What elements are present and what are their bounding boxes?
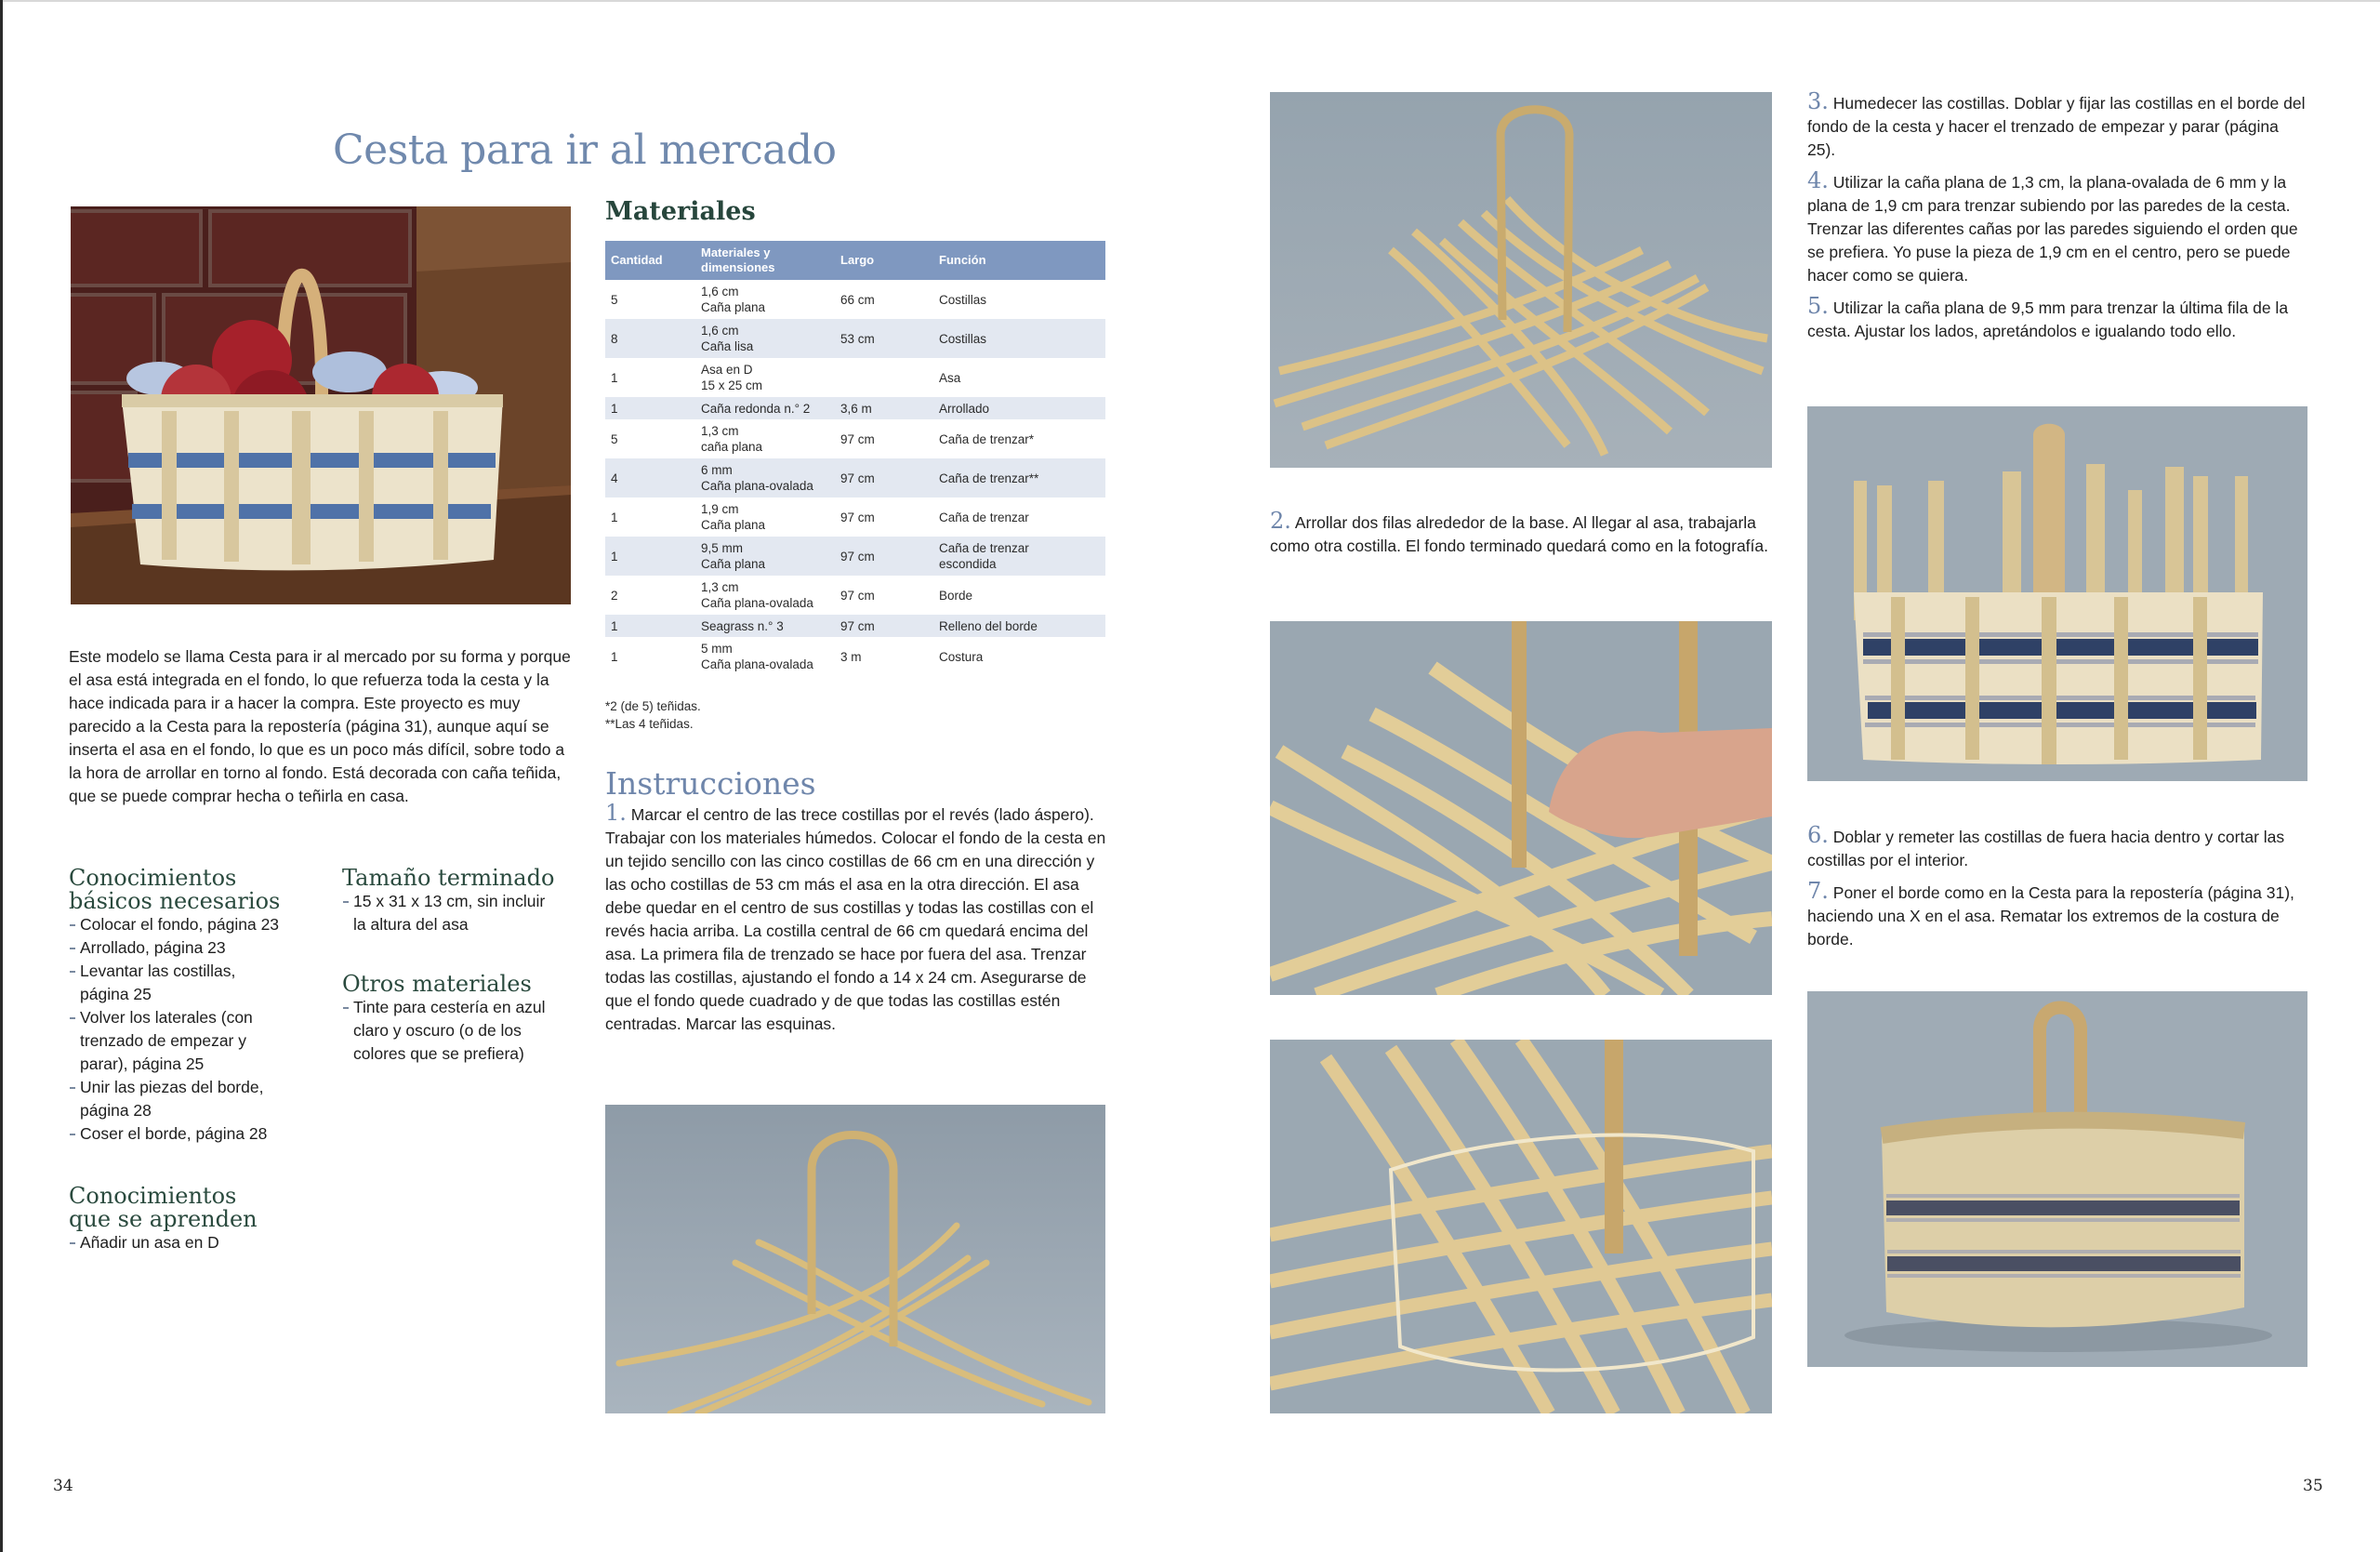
- step-6: [1807, 824, 2309, 872]
- cell-function: [933, 537, 1105, 576]
- step-number: 5.: [1807, 293, 1829, 319]
- cell-qty: 5: [611, 292, 618, 307]
- cell-qty: 1: [605, 397, 695, 419]
- page-number-right: 35: [2303, 1477, 2323, 1495]
- step-4: [1807, 169, 2314, 287]
- cell-function: Costura: [939, 649, 984, 664]
- cell-qty: 4: [605, 458, 695, 497]
- cell-function: Relleno del borde: [933, 615, 1105, 637]
- cell-qty: 8: [605, 319, 695, 358]
- table-row: [605, 615, 1105, 637]
- cell-material: Caña redonda n.° 2: [695, 397, 835, 419]
- cell-function: Asa: [939, 370, 961, 385]
- material-type: 15 x 25 cm: [701, 378, 763, 392]
- table-row: [605, 397, 1105, 419]
- col-header-function: Función: [933, 241, 1105, 280]
- cell-material: [695, 419, 835, 458]
- step-text: Utilizar la caña plana de 9,5 mm para trenzar la última fila de la cesta. Ajustar los lados, apretándolos e igualando todo ello.: [1807, 298, 2289, 340]
- material-size: 1,3 cm: [701, 580, 739, 594]
- list-item: 15 x 31 x 13 cm, sin incluir la altura del asa: [342, 890, 561, 936]
- material-type: Caña plana-ovalada: [701, 657, 813, 671]
- instructions-heading: Instrucciones: [605, 765, 816, 802]
- list-item: Volver los laterales (con trenzado de empezar y parar), página 25: [69, 1006, 292, 1076]
- step-text: Humedecer las costillas. Doblar y fijar las costillas en el borde del fondo de la cesta y hacer el trenzado de empezar y parar (página 25).: [1807, 94, 2306, 159]
- cell-material: [695, 358, 835, 397]
- col-header-length: Largo: [835, 241, 933, 280]
- cell-length: 3 m: [840, 649, 862, 664]
- page-top-edge: [0, 0, 2380, 2]
- finished-size-heading: Tamaño terminado: [342, 865, 555, 891]
- hero-photo-finished-basket: [71, 206, 571, 604]
- cell-qty: 1: [605, 615, 695, 637]
- table-row: [605, 280, 1105, 319]
- table-row: [605, 458, 1105, 497]
- cell-material: [695, 319, 835, 358]
- step-number: 6.: [1807, 822, 1829, 848]
- step-5: [1807, 295, 2309, 343]
- cell-qty: 1: [611, 510, 618, 524]
- table-row: [605, 358, 1105, 397]
- step-number: 2.: [1270, 508, 1291, 534]
- list-item: Añadir un asa en D: [69, 1231, 329, 1254]
- function-line2: escondida: [939, 557, 997, 571]
- material-type: Caña plana: [701, 557, 766, 571]
- cell-length: 97 cm: [840, 588, 875, 603]
- cell-length: 3,6 m: [835, 397, 933, 419]
- cell-material: [695, 458, 835, 497]
- cell-material: Seagrass n.° 3: [695, 615, 835, 637]
- step-number: 3.: [1807, 88, 1829, 114]
- photo-hand-twining: [1270, 621, 1772, 995]
- finished-size-list: [342, 890, 579, 936]
- material-type: Caña plana: [701, 300, 766, 314]
- step-1: [605, 802, 1112, 1036]
- cell-length: 97 cm: [835, 615, 933, 637]
- table-row: [605, 637, 1105, 676]
- other-materials-section: [342, 973, 579, 1066]
- material-type: Caña plana-ovalada: [701, 596, 813, 610]
- cell-function: Arrollado: [933, 397, 1105, 419]
- cell-qty: 1: [611, 370, 618, 385]
- cell-material: [695, 497, 835, 537]
- step-text: Utilizar la caña plana de 1,3 cm, la plana-ovalada de 6 mm y la plana de 1,9 cm para trenzar subiendo por las paredes de la cesta. Trenzar las diferentes cañas por las paredes siguiendo el orden que se prefiera. Yo puse la pieza de 1,9 cm en el centro, pero se puede hacer como se quiera.: [1807, 173, 2298, 285]
- list-item: Unir las piezas del borde, página 28: [69, 1076, 301, 1122]
- basic-skills-heading-line2: básicos necesarios: [69, 888, 281, 914]
- cell-length: 97 cm: [840, 510, 875, 524]
- learned-skills-list: [69, 1231, 329, 1254]
- material-type: caña plana: [701, 440, 763, 454]
- function-line1: Caña de trenzar: [939, 541, 1029, 555]
- cell-material: [695, 280, 835, 319]
- materials-table: [605, 241, 1105, 676]
- step-2: [1270, 510, 1772, 558]
- materials-footnotes: [605, 697, 701, 733]
- learned-skills-heading-line2: que se aprenden: [69, 1206, 258, 1232]
- photo-woven-base-handle: [1270, 92, 1772, 468]
- page-number-left: 34: [53, 1477, 73, 1495]
- basic-skills-heading: [69, 867, 320, 913]
- materials-heading: Materiales: [605, 197, 756, 226]
- list-item: Tinte para cestería en azul claro y oscuro (o de los colores que se prefiera): [342, 996, 575, 1066]
- step-text: Poner el borde como en la Cesta para la repostería (página 31), haciendo una X en el asa. Rematar los extremos de la costura de borde.: [1807, 883, 2294, 948]
- other-materials-list: [342, 996, 579, 1066]
- cell-function: Borde: [939, 588, 973, 603]
- cell-qty: 5: [611, 431, 618, 446]
- cell-function: Costillas: [933, 319, 1105, 358]
- table-row: [605, 576, 1105, 615]
- material-size: 9,5 mm: [701, 541, 744, 555]
- photo-finished-base-twined: [1270, 1040, 1772, 1413]
- material-size: 1,6 cm: [701, 324, 739, 338]
- other-materials-heading: Otros materiales: [342, 971, 532, 997]
- col-header-materials: Materiales y dimensiones: [695, 241, 835, 280]
- cell-function: Costillas: [939, 292, 987, 307]
- material-size: 5 mm: [701, 642, 733, 656]
- material-type: Caña plana-ovalada: [701, 479, 813, 493]
- finished-size-section: [342, 867, 579, 936]
- step1-photo-handle-spokes: [605, 1105, 1105, 1413]
- learned-skills-heading-line1: Conocimientos: [69, 1183, 237, 1209]
- table-row: [605, 537, 1105, 576]
- list-item: Coser el borde, página 28: [69, 1122, 320, 1146]
- material-size: Asa en D: [701, 363, 753, 377]
- cell-function: Caña de trenzar: [939, 510, 1029, 524]
- intro-paragraph: Este modelo se llama Cesta para ir al mercado por su forma y porque el asa está integrada en el fondo, lo que refuerza toda la cesta y la hace indicada para ir a hacer la compra. Este proyecto es muy parecido a la Cesta para la repostería (página 31), aunque aquí se inserta el asa en el fondo, lo que es un poco más difícil, sobre todo a la hora de arrollar en torno al fondo. Está decorada con caña teñida, que se puede comprar hecha o teñirla en casa.: [69, 647, 571, 805]
- step-number: 7.: [1807, 878, 1829, 904]
- material-size: 6 mm: [701, 463, 733, 477]
- cell-length: [835, 358, 933, 397]
- cell-function: Caña de trenzar**: [933, 458, 1105, 497]
- step-3: [1807, 90, 2309, 162]
- cell-length: 97 cm: [835, 537, 933, 576]
- learned-skills-section: [69, 1185, 329, 1254]
- learned-skills-heading: [69, 1185, 329, 1231]
- cell-material: [695, 637, 835, 676]
- step-text: Marcar el centro de las trece costillas por el revés (lado áspero). Trabajar con los materiales húmedos. Colocar el fondo de la cesta en un tejido sencillo con las cinco costillas de 66 cm en una dirección y las ocho costillas de 53 cm más el asa en la otra dirección. El asa debe quedar en el centro de sus costillas y todas las costillas con el revés hacia arriba. La costilla central de 66 cm quedará encima del asa. La primera fila de trenzado se hace por fuera del asa. Trenzar todas las costillas, ajustando el fondo a 14 x 24 cm. Asegurarse de que el fondo quede cuadrado y de que todas las costillas estén centradas. Marcar las esquinas.: [605, 805, 1106, 1033]
- table-header-row: [605, 241, 1105, 280]
- cell-qty: 1: [605, 537, 695, 576]
- page-title: Cesta para ir al mercado: [333, 126, 837, 174]
- footnote: *2 (de 5) teñidas.: [605, 699, 701, 713]
- table-row: [605, 419, 1105, 458]
- list-item: Levantar las costillas, página 25: [69, 960, 273, 1006]
- col-header-quantity: Cantidad: [605, 241, 695, 280]
- cell-length: 53 cm: [835, 319, 933, 358]
- cell-length: 66 cm: [840, 292, 875, 307]
- basic-skills-section: [69, 867, 320, 1146]
- cell-qty: 1: [611, 649, 618, 664]
- material-size: 1,6 cm: [701, 285, 739, 298]
- material-type: Caña lisa: [701, 339, 754, 353]
- photo-finished-basket-grey: [1807, 991, 2307, 1367]
- material-size: 1,3 cm: [701, 424, 739, 438]
- basic-skills-heading-line1: Conocimientos: [69, 865, 237, 891]
- material-type: Caña plana: [701, 518, 766, 532]
- photo-walls-woven-spokes-upright: [1807, 406, 2307, 781]
- list-item: Arrollado, página 23: [69, 936, 320, 960]
- step-number: 1.: [605, 800, 627, 826]
- cell-length: 97 cm: [835, 458, 933, 497]
- step-text: Doblar y remeter las costillas de fuera hacia dentro y cortar las costillas por el interior.: [1807, 828, 2285, 869]
- table-row: [605, 319, 1105, 358]
- cell-function: Caña de trenzar*: [939, 431, 1035, 446]
- cell-material: [695, 537, 835, 576]
- basic-skills-list: [69, 913, 320, 1146]
- step-number: 4.: [1807, 167, 1829, 193]
- material-size: 1,9 cm: [701, 502, 739, 516]
- table-row: [605, 497, 1105, 537]
- step-text: Arrollar dos filas alrededor de la base. Al llegar al asa, trabajarla como otra costilla. El fondo terminado quedará como en la fotografía.: [1270, 513, 1768, 555]
- list-item: Colocar el fondo, página 23: [69, 913, 320, 936]
- step-7: [1807, 880, 2309, 951]
- footnote: **Las 4 teñidas.: [605, 717, 694, 731]
- page-left-edge: [0, 0, 3, 1552]
- cell-qty: 2: [611, 588, 618, 603]
- cell-material: [695, 576, 835, 615]
- cell-length: 97 cm: [840, 431, 875, 446]
